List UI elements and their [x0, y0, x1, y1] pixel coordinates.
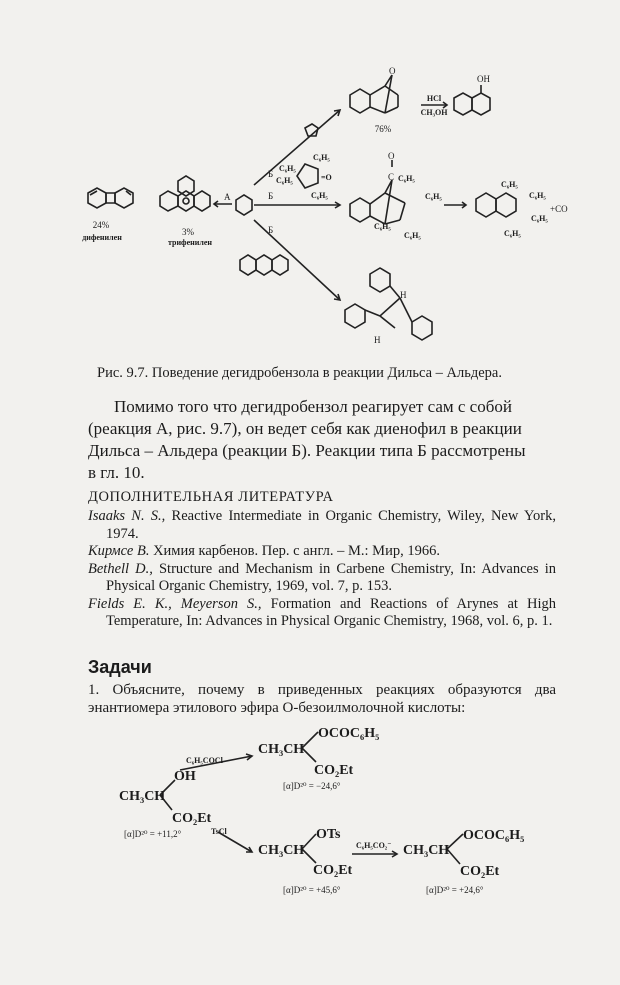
final-rotation: [α]D²⁰ = +24,6° — [426, 885, 484, 895]
label-a: А — [224, 192, 231, 202]
paragraph-line: в гл. 10. — [88, 463, 145, 482]
cyclone-ketone: =O — [321, 173, 332, 182]
tosylate-ots: OTs — [316, 827, 341, 842]
reagent-benzoyl-chloride: C₆H₅COCl — [186, 756, 223, 765]
paragraph-line: Помимо того что дегидробензол реагирует сам с собой — [114, 397, 512, 416]
adduct-c6h5-a: C₆H₅ — [398, 174, 415, 183]
naph-c6h5-a: C₆H₅ — [501, 180, 518, 189]
reference-author: Isaaks N. S., — [88, 508, 166, 524]
cyclone-c6h5-a: C₆H₅ — [313, 153, 330, 162]
triptycene-h-top: H — [400, 290, 407, 300]
ketone-carbon: C — [388, 172, 395, 182]
reference-text: Structure and Mechanism in Carbene Chemistry, In: Advances in Physical Organic Chemistry, 1969, vol. 7, p. 153. — [106, 560, 556, 594]
tosylate-ch3ch: CH₃CH — [258, 843, 305, 858]
tosylate-rotation: [α]D²⁰ = +45,6° — [283, 885, 341, 895]
reagent-ch3oh: CH₃OH — [420, 108, 448, 117]
label-b2: Б — [268, 191, 274, 201]
section-title: ДОПОЛНИТЕЛЬНАЯ ЛИТЕРАТУРА — [88, 489, 334, 505]
naph-c6h5-c: C₆H₅ — [531, 214, 548, 223]
cyclone-c6h5-d: C₆H₅ — [311, 191, 328, 200]
reagent-tscl: TsCl — [211, 827, 227, 836]
biphenylene-name: дифенилен — [82, 233, 122, 242]
paragraph-line: (реакция А, рис. 9.7), он ведет себя как диенофил в реакции — [88, 419, 522, 438]
start-oh: OH — [174, 769, 196, 784]
triphenylene-yield: 3% — [182, 227, 194, 237]
tasks-title: Задачи — [88, 657, 152, 677]
biphenylene-yield: 24% — [92, 220, 110, 230]
naph-c6h5-d: C₆H₅ — [504, 229, 521, 238]
reagent-benzoate: C₆H₅CO₂⁻ — [356, 841, 392, 850]
naph-c6h5-b: C₆H₅ — [529, 191, 546, 200]
upper-ester-group: OCOC₆H₅ — [318, 726, 380, 741]
furan-adduct-yield: 76% — [374, 124, 392, 134]
reference-text: Formation and Reactions of Arynes at High Temperature, In: Advances in Physical Organic Chemistry, 1968, vol. 6, p. 1. — [106, 595, 556, 629]
label-b3: Б — [268, 225, 274, 235]
task-1-text: 1. Объясните, почему в приведенных реакциях образуются два энантиомера этилового эфира О-безоилмолочной кислоты: — [88, 682, 556, 716]
final-ester-group: OCOC₆H₅ — [463, 828, 525, 843]
triphenylene-name: трифенилен — [167, 238, 213, 247]
upper-rotation: [α]D²⁰ = −24,6° — [283, 781, 341, 791]
reference-author: Кирмсе В. — [88, 543, 150, 559]
paragraph-line: Дильса – Альдера (реакции Б). Реакции типа Б рассмотрены — [88, 441, 526, 460]
ketone-oxygen: O — [388, 151, 395, 161]
plus-co: +CO — [550, 204, 568, 214]
naphthol-oh: OH — [477, 74, 490, 84]
cyclone-c6h5-b: C₆H₅ — [279, 164, 296, 173]
start-co2et: CO₂Et — [172, 811, 212, 826]
reference-author: Bethell D., — [88, 560, 153, 577]
tosylate-co2et: CO₂Et — [313, 863, 353, 878]
adduct-c6h5-c: C₆H₅ — [374, 222, 391, 231]
start-ch3ch: CH₃CH — [119, 789, 166, 804]
reagent-hcl: HCl — [426, 94, 442, 103]
triptycene-h-bottom: H — [374, 335, 381, 345]
final-ch3ch: CH₃CH — [403, 843, 450, 858]
label-b1: Б — [268, 169, 274, 179]
adduct-c6h5-d: C₆H₅ — [404, 231, 421, 240]
reference-author: Fields E. K., Meyerson S., — [88, 595, 262, 612]
upper-ch3ch: CH₃CH — [258, 742, 305, 757]
cyclone-c6h5-c: C₆H₅ — [276, 176, 293, 185]
reference-text: Reactive Intermediate in Organic Chemistry, Wiley, New York, 1974. — [106, 508, 556, 542]
adduct-c6h5-b: C₆H₅ — [425, 192, 442, 201]
reference-text: Химия карбенов. Пер. с англ. – М.: Мир, 1966. — [149, 543, 440, 559]
start-rotation: [α]D²⁰ = +11,2° — [124, 829, 182, 839]
adduct-oxygen: O — [389, 66, 396, 76]
figure-caption: Рис. 9.7. Поведение дегидробензола в реакции Дильса – Альдера. — [97, 365, 502, 381]
final-co2et: CO₂Et — [460, 864, 500, 879]
upper-co2et: CO₂Et — [314, 763, 354, 778]
